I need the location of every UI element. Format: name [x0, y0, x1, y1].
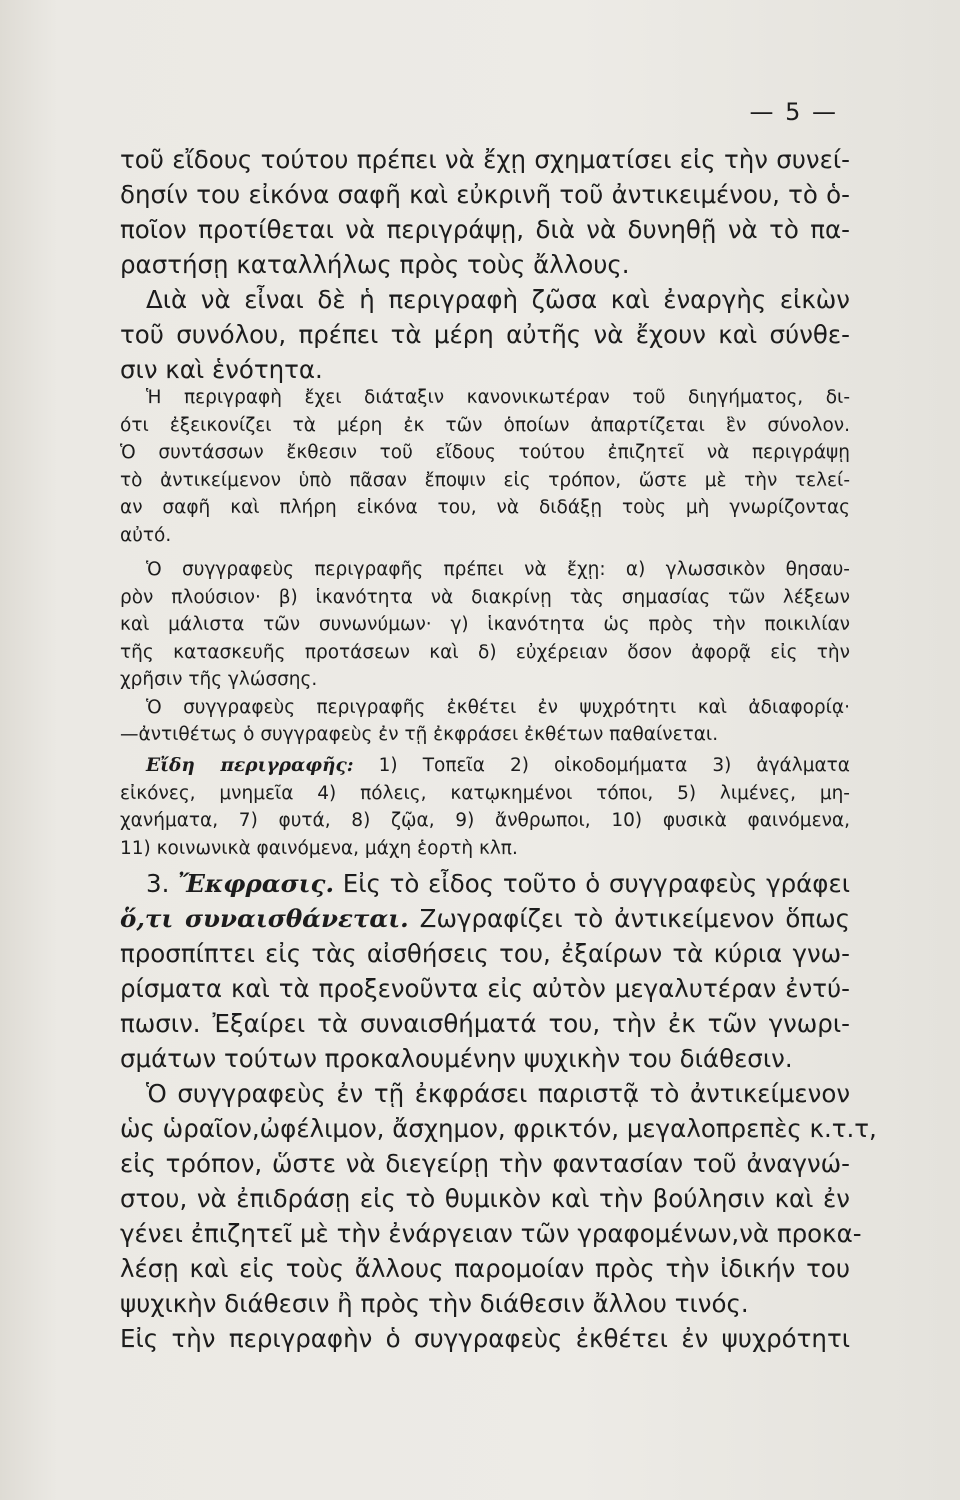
text-line: [120, 752, 850, 780]
text-line: ποῖον προτίθεται νὰ περιγράψῃ, διὰ νὰ δυνηθῇ νὰ τὸ πα-: [120, 215, 850, 244]
text-line: —ἀντιθέτως ὁ συγγραφεὺς ἐν τῇ ἐκφράσει ἐκθέτων παθαίνεται.: [120, 724, 719, 745]
text-line: Ὁ συγγραφεὺς περιγραφῆς πρέπει νὰ ἔχῃ: α) γλωσσικὸν θησαυ-: [146, 559, 850, 580]
section-ekfrasis: [120, 866, 877, 1356]
text-line: σιν καὶ ἑνότητα.: [120, 355, 323, 384]
text-line: ὡς ὡραῖον,ὠφέλιμον, ἄσχημον, φρικτόν, μεγαλοπρεπὲς κ.τ.τ,: [120, 1114, 877, 1143]
text-line: αν σαφῆ καὶ πλήρη εἰκόνα του, νὰ διδάξῃ τοὺς μὴ γνωρίζοντας: [120, 497, 850, 518]
paragraph-description-types: [120, 752, 850, 862]
section-second-line: Ζωγραφίζει τὸ ἀντικείμενον ὅπως: [408, 904, 850, 933]
text-line: ραστήσῃ καταλλήλως πρὸς τοὺς ἄλλους.: [120, 250, 630, 279]
text-line: ότι ἐξεικονίζει τὰ μέρη ἐκ τῶν ὁποίων ἀπαρτίζεται ἓν σύνολον.: [120, 414, 850, 436]
text-line: τοῦ συνόλου, πρέπει τὰ μέρη αὐτῆς νὰ ἔχουν καὶ σύνθε-: [120, 320, 850, 349]
text-line: χρῆσιν τῆς γλώσσης.: [120, 669, 318, 690]
text-line: δησίν του εἰκόνα σαφῆ καὶ εὐκρινῆ τοῦ ἀντικειμένου, τὸ ὁ-: [120, 180, 850, 209]
text-line: τὸ ἀντικείμενον ὑπὸ πᾶσαν ἔποψιν εἰς τρόπον, ὥστε μὲ τὴν τελεί-: [120, 469, 850, 491]
types-heading: Εἴδη περιγραφῆς:: [146, 755, 354, 776]
page-number: — 5 —: [749, 98, 838, 126]
text-line: ρίσματα καὶ τὰ προξενοῦντα εἰς αὐτὸν μεγαλυτέραν ἐντύ-: [120, 974, 850, 1003]
text-line: τοῦ εἴδους τούτου πρέπει νὰ ἔχῃ σχηματίσει εἰς τὴν συνεί-: [120, 145, 850, 174]
text-line: λέσῃ καὶ εἰς τοὺς ἄλλους παρομοίαν πρὸς τὴν ἰδικήν του: [120, 1254, 850, 1283]
paragraph-author-requirements: [120, 556, 850, 749]
text-line: προσπίπτει εἰς τὰς αἰσθήσεις του, ἐξαίρων τὰ κύρια γνω-: [120, 939, 850, 968]
text-line: 11) κοινωνικὰ φαινόμενα, μάχη ἑορτὴ κλπ.: [120, 837, 518, 859]
section-number: 3.: [146, 869, 170, 898]
text-line: τῆς κατασκευῆς προτάσεων καὶ δ) εὐχέρειαν ὅσον ἀφορᾷ εἰς τὴν: [120, 641, 850, 663]
types-first-line: 1) Τοπεῖα 2) οἰκοδομήματα 3) ἀγάλματα: [353, 755, 850, 776]
text-line: Ὁ συντάσσων ἔκθεσιν τοῦ εἴδους τούτου ἐπιζητεῖ νὰ περιγράψῃ: [120, 442, 850, 463]
text-line: εἰς τρόπον, ὥστε νὰ διεγείρῃ τὴν φαντασίαν τοῦ ἀναγνώ-: [120, 1149, 850, 1178]
paragraph-intro: [120, 142, 850, 387]
section-emphasis: ὅ,τι συναισθάνεται.: [120, 904, 409, 933]
text-line: εἰκόνες, μνημεῖα 4) πόλεις, κατῳκημένοι τόποι, 5) λιμένες, μη-: [120, 782, 850, 804]
text-line: ψυχικὴν διάθεσιν ἢ πρὸς τὴν διάθεσιν ἄλλου τινός.: [120, 1289, 749, 1318]
text-line: Ὁ συγγραφεὺς περιγραφῆς ἐκθέτει ἐν ψυχρότητι καὶ ἀδιαφορίᾳ·: [146, 696, 850, 718]
text-line: [120, 901, 850, 936]
text-line: ρὸν πλούσιον· β) ἱκανότητα νὰ διακρίνῃ τὰς σημασίας τῶν λέξεων: [120, 586, 850, 608]
text-line: καὶ μάλιστα τῶν συνωνύμων· γ) ἱκανότητα ὡς πρὸς τὴν ποικιλίαν: [120, 614, 850, 635]
text-line: σμάτων τούτων προκαλουμένην ψυχικὴν του διάθεσιν.: [120, 1044, 793, 1073]
text-line: αὐτό.: [120, 524, 172, 546]
text-line: [120, 866, 850, 901]
text-line: Ὁ συγγραφεὺς ἐν τῇ ἐκφράσει παριστᾷ τὸ ἀντικείμενον: [146, 1079, 850, 1108]
text-line: στου, νὰ ἐπιδράσῃ εἰς τὸ θυμικὸν καὶ τὴν βούλησιν καὶ ἐν: [120, 1184, 850, 1213]
text-line: γένει ἐπιζητεῖ μὲ τὴν ἐνάργειαν τῶν γραφομένων,νὰ προκα-: [120, 1219, 862, 1248]
text-line: Εἰς τὴν περιγραφὴν ὁ συγγραφεὺς ἐκθέτει ἐν ψυχρότητι: [120, 1324, 850, 1353]
text-line: χανήματα, 7) φυτά, 8) ζῷα, 9) ἄνθρωποι, 10) φυσικὰ φαινόμενα,: [120, 810, 850, 831]
text-line: πωσιν. Ἐξαίρει τὰ συναισθήματά του, τὴν ἐκ τῶν γνωρι-: [120, 1009, 850, 1038]
text-line: Διὰ νὰ εἶναι δὲ ἡ περιγραφὴ ζῶσα καὶ ἐναργὴς εἰκὼν: [146, 285, 850, 314]
section-title: Ἔκφρασις.: [178, 869, 334, 898]
text-line: Ἡ περιγραφὴ ἔχει διάταξιν κανονικωτέραν τοῦ διηγήματος, δι-: [146, 387, 850, 408]
section-first-line: Εἰς τὸ εἶδος τοῦτο ὁ συγγραφεὺς γράφει: [334, 869, 850, 898]
paragraph-description-structure: [120, 384, 850, 549]
